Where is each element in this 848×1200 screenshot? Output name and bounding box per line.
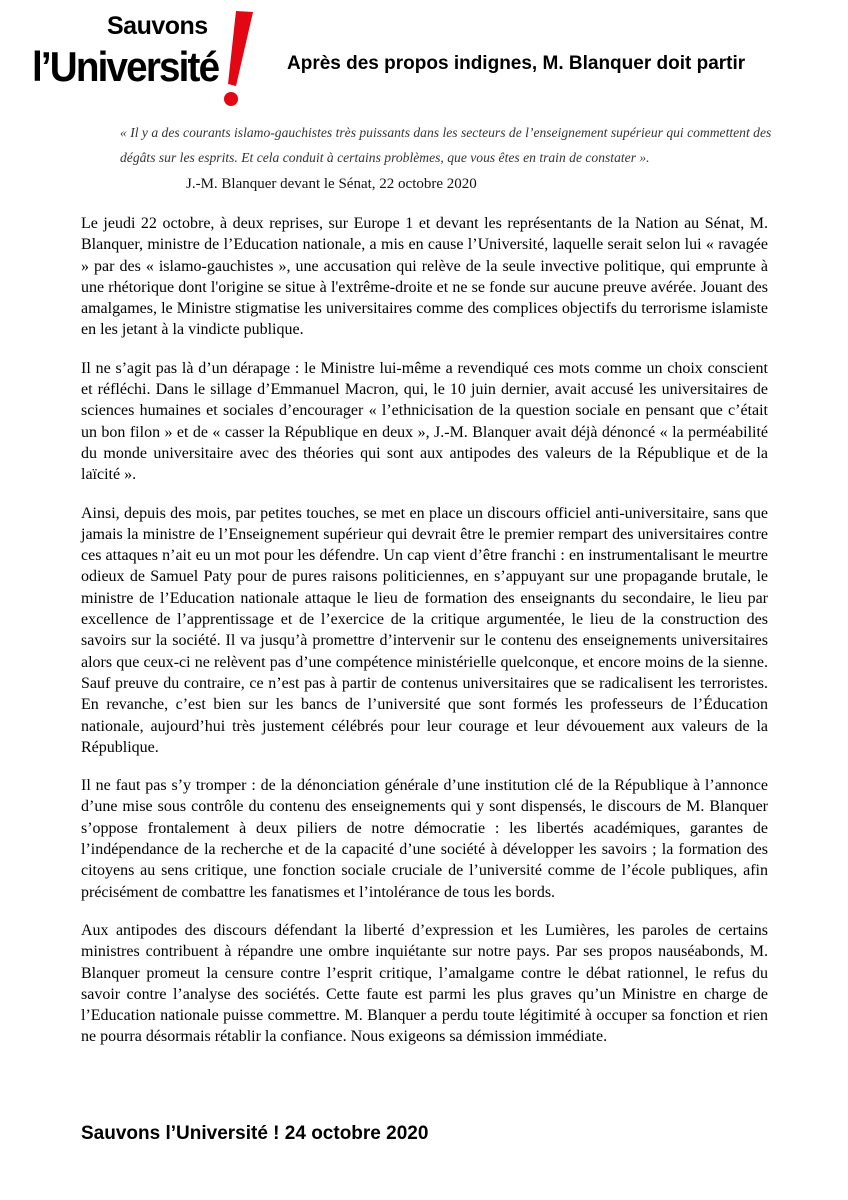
- paragraph: Il ne s’agit pas là d’un dérapage : le Ministre lui-même a revendiqué ces mots comme un choix conscient et réfléchi. Dans le sillage d’Emmanuel Macron, qui, le 10 juin dernier, avait accusé les universitaires de sciences humaines et sociales d’encourager « l’ethnicisation de la question sociale en pensant que c’était un bon filon » et de « casser la République en deux », J.-M. Blanquer avait déjà dénoncé « la perméabilité du monde universitaire avec des théories qui sont aux antipodes des valeurs de la République et de la laïcité ».: [81, 359, 768, 484]
- exclamation-mark-icon: [222, 10, 256, 108]
- quote-attribution: J.-M. Blanquer devant le Sénat, 22 octobre 2020: [186, 176, 477, 192]
- paragraph: Il ne faut pas s’y tromper : de la dénonciation générale d’une institution clé de la République à l’annonce d’une mise sous contrôle du contenu des enseignements qui y sont dispensés, le discours de M. Blanquer s’oppose frontalement à deux piliers de notre démocratie : les libertés académiques, garantes de l’indépendance de la recherche et de la capacité d’une société à développer les savoirs ; la formation des citoyens au sens critique, une fonction sociale cruciale de l’université comme de l’école publiques, afin précisément de combattre les fanatismes et l’intolérance de tous les bords.: [81, 777, 768, 901]
- signature-date: Sauvons l’Université ! 24 octobre 2020: [81, 1123, 429, 1144]
- paragraph: Ainsi, depuis des mois, par petites touches, se met en place un discours officiel anti-universitaire, sans que jamais la ministre de l’Enseignement supérieur qui devrait être le premier rempart des universitaires contre ces attaques n’ait eu un mot pour les défendre. Un cap vient d’être franchi : en instrumentalisant le meurtre odieux de Samuel Paty pour de pures raisons politiciennes, en s’appuyant sur une propagande brutale, le ministre de l’Education nationale attaque le lieu de formation des enseignants du secondaire, le lieu par excellence de l’apprentissage et de l’exercice de la critique argumentée, le lieu de la construction des savoirs sur la société. Il va jusqu’à promettre d’intervenir sur le contenu des enseignements universitaires alors que ceux-ci ne relèvent pas d’une compétence ministérielle quelconque, et encore moins de la sienne. Sauf preuve du contraire, ce n’est pas à partir de contenus universitaires que se radicalisent les terroristes. En revanche, c’est bien sur les bancs de l’université que sont formés les professeurs de l’Éducation nationale, aujourd’hui très justement célébrés pour leur courage et leur dévouement aux valeurs de la République.: [81, 504, 768, 756]
- logo-line-2: l’Université: [32, 43, 219, 90]
- paragraph: Aux antipodes des discours défendant la liberté d’expression et les Lumières, les paroles de certains ministres contribuent à répandre une ombre inquiétante sur notre pays. Par ses propos nauséabonds, M. Blanquer promeut la censure contre l’esprit critique, l’amalgame contre le débat rationnel, le refus du savoir contre l’analyse des sociétés. Cette faute est parmi les plus graves qu’un Ministre en charge de l’Education nationale puisse commettre. M. Blanquer a perdu toute légitimité à occuper sa fonction et rien ne pourra désormais rétablir la confiance. Nous exigeons sa démission immédiate.: [81, 921, 768, 1046]
- logo-line-1: Sauvons: [107, 12, 208, 40]
- headline: Après des propos indignes, M. Blanquer doit partir: [287, 53, 746, 74]
- epigraph-quote: « Il y a des courants islamo-gauchistes très puissants dans les secteurs de l’enseignement supérieur qui commettent des dégâts sur les esprits. Et cela conduit à certains problèmes, que vous êtes en train de constater ».: [120, 125, 772, 165]
- paragraph: Le jeudi 22 octobre, à deux reprises, sur Europe 1 et devant les représentants de la Nation au Sénat, M. Blanquer, ministre de l’Education nationale, a mis en cause l’Université, laquelle serait selon lui « ravagée » par des « islamo-gauchistes », une accusation qui relève de la seule invective politique, qui emprunte à une rhétorique dont l'origine se situe à l'extrême-droite et ne se fonde sur aucune preuve avérée. Jouant des amalgames, le Ministre stigmatise les universitaires comme des complices objectifs du terrorisme islamiste en les jetant à la vindicte publique.: [81, 215, 768, 339]
- logo: [32, 10, 262, 110]
- article-body: [81, 213, 768, 1065]
